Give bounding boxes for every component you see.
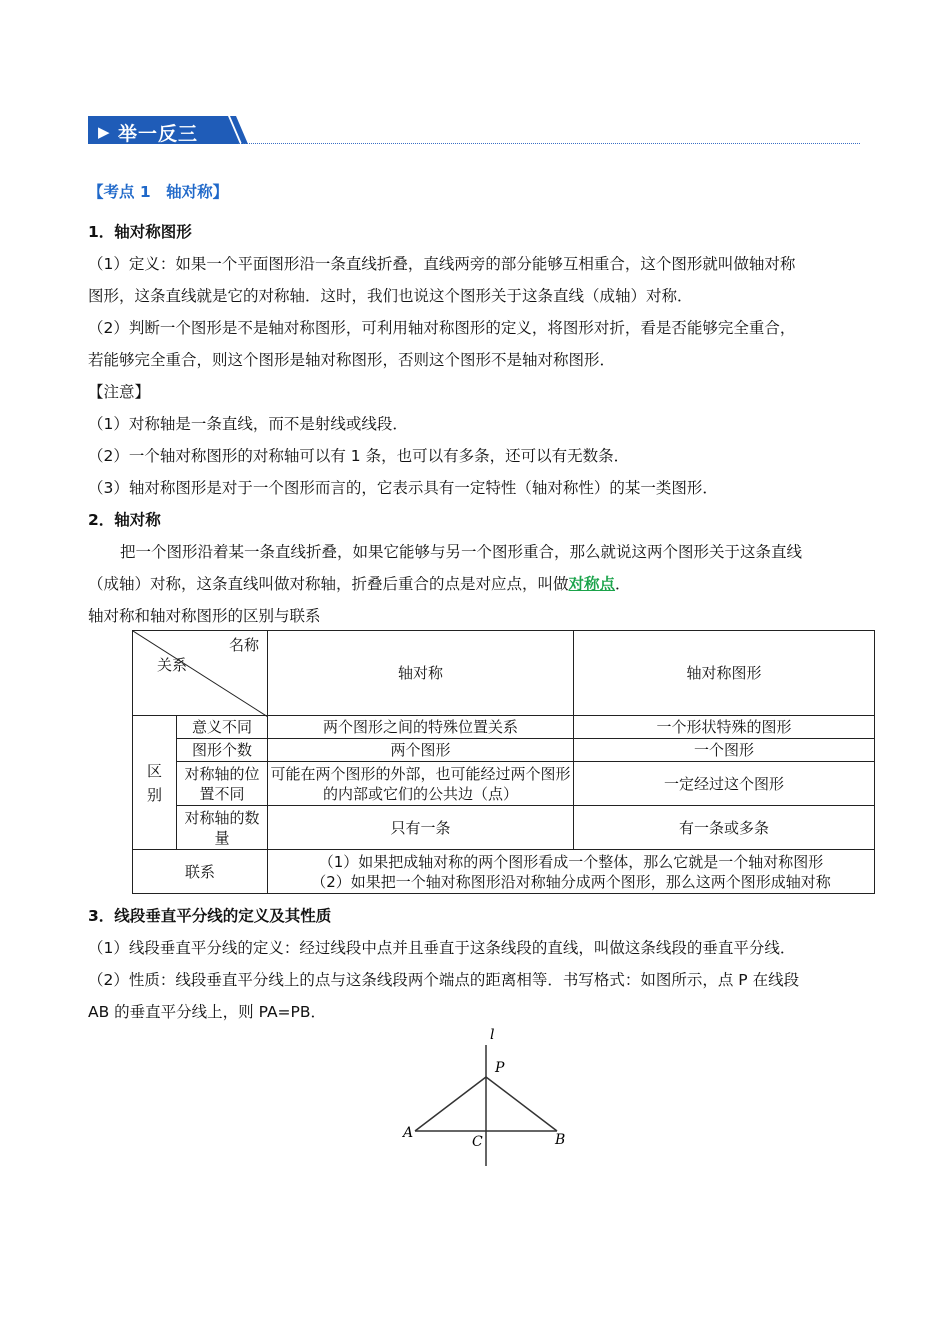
note-3: （3）轴对称图形是对于一个图形而言的，它表示具有一定特性（轴对称性）的某一类图形． [88, 479, 718, 497]
segment-pa [415, 1077, 486, 1131]
section-banner [88, 116, 860, 146]
line2-text: （成轴）对称，这条直线叫做对称轴，折叠后重合的点是对应点，叫做 [88, 575, 569, 593]
judge-line-1: （2）判断一个图形是不是轴对称图形，可利用轴对称图形的定义，将图形对折，看是否能够完全重合， [88, 319, 796, 337]
label-b: B [555, 1132, 566, 1148]
judge-line-2: 若能够完全重合，则这个图形是轴对称图形，否则这个图形不是轴对称图形． [88, 351, 616, 369]
table-caption: 轴对称和轴对称图形的区别与联系 [88, 607, 321, 625]
lianxi-row [133, 850, 875, 894]
lianxi-label: 联系 [133, 850, 268, 894]
header-relation: 关系 [157, 656, 188, 674]
table-header-row [133, 631, 875, 716]
row-label: 对称轴的位置不同 [177, 762, 268, 806]
group-label-cell [133, 716, 177, 850]
header-name: 名称 [228, 636, 259, 654]
header-col-axis-symmetry: 轴对称 [268, 631, 574, 716]
definition-line-2: 图形，这条直线就是它的对称轴．这时，我们也说这个图形关于这条直线（成轴）对称． [88, 287, 693, 305]
label-l: l [490, 1027, 495, 1043]
bisector-definition: （1）线段垂直平分线的定义：经过线段中点并且垂直于这条线段的直线，叫做这条线段的垂直平分线． [88, 939, 796, 957]
row-cell-c2: 一个图形 [574, 739, 875, 762]
lianxi-content [268, 850, 875, 894]
row-cell-c2: 一个形状特殊的图形 [574, 716, 875, 739]
note-1: （1）对称轴是一条直线，而不是射线或线段． [88, 415, 408, 433]
heading-2: 2．轴对称 [88, 511, 161, 529]
table-row [133, 716, 875, 739]
note-2: （2）一个轴对称图形的对称轴可以有 1 条，也可以有多条，还可以有无数条． [88, 447, 630, 465]
label-c: C [472, 1134, 483, 1150]
group-label: 区别 [147, 761, 163, 804]
bisector-property-line-2: AB 的垂直平分线上，则 PA=PB． [88, 1003, 327, 1021]
row-cell-c1: 可能在两个图形的外部，也可能经过两个图形的内部或它们的公共边（点） [268, 762, 574, 806]
lianxi-line-2: （2）如果把一个轴对称图形沿对称轴分成两个图形，那么这两个图形成轴对称 [311, 872, 831, 891]
heading-3: 3．线段垂直平分线的定义及其性质 [88, 907, 332, 925]
note-title: 【注意】 [88, 383, 151, 401]
axis-symmetry-line-2 [88, 574, 631, 594]
play-triangle-icon: ▶ [98, 123, 110, 141]
line2-end: ． [615, 575, 631, 593]
row-cell-c1: 两个图形之间的特殊位置关系 [268, 716, 574, 739]
perpendicular-bisector-figure [395, 1025, 575, 1170]
row-cell-c1: 两个图形 [268, 739, 574, 762]
bisector-property-line-1: （2）性质：线段垂直平分线上的点与这条线段两个端点的距离相等．书写格式：如图所示，点 P 在线段 [88, 971, 800, 989]
row-label: 意义不同 [177, 716, 268, 739]
row-label: 对称轴的数量 [177, 806, 268, 850]
row-label: 图形个数 [177, 739, 268, 762]
label-a: A [403, 1125, 414, 1141]
banner-title: 举一反三 [118, 123, 199, 145]
table-row [133, 806, 875, 850]
symmetric-point-term: 对称点 [568, 575, 616, 593]
definition-line-1: （1）定义：如果一个平面图形沿一条直线折叠，直线两旁的部分能够互相重合，这个图形就叫做轴对称 [88, 255, 796, 273]
topic-tag: 【考点 1 轴对称】 [88, 183, 229, 201]
comparison-table [132, 630, 875, 894]
row-cell-c2: 有一条或多条 [574, 806, 875, 850]
table-row [133, 762, 875, 806]
banner-dotted-rule [238, 143, 860, 144]
row-cell-c1: 只有一条 [268, 806, 574, 850]
heading-1: 1．轴对称图形 [88, 223, 192, 241]
diagonal-header-cell [133, 631, 268, 716]
table-row [133, 739, 875, 762]
label-p: P [495, 1060, 505, 1076]
segment-pb [486, 1077, 557, 1131]
header-col-axis-symmetric-figure: 轴对称图形 [574, 631, 875, 716]
row-cell-c2: 一定经过这个图形 [574, 762, 875, 806]
axis-symmetry-line-1: 把一个图形沿着某一条直线折叠，如果它能够与另一个图形重合，那么就说这两个图形关于这条直线 [120, 543, 803, 561]
lianxi-line-1: （1）如果把成轴对称的两个图形看成一个整体，那么它就是一个轴对称图形 [318, 852, 824, 871]
